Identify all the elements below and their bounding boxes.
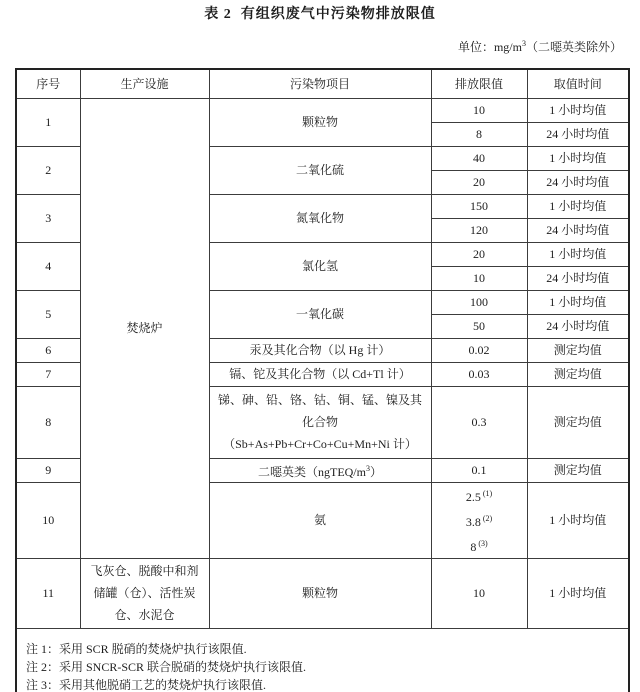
pollutant-8-name: 锑、砷、铅、铬、钴、铜、锰、镍及其化合物	[218, 393, 423, 429]
table-note-1: 注 1：采用 SCR 脱硝的焚烧炉执行该限值.	[26, 641, 247, 656]
cell-pollutant-5: 一氧化碳	[209, 290, 431, 338]
table-notes-row	[16, 628, 629, 692]
cell-pollutant-4: 氯化氢	[209, 242, 431, 290]
unit-note-prefix: 单位：mg/m	[457, 40, 522, 54]
header-pollutant: 污染物项目	[209, 69, 431, 98]
cell-no-1: 1	[16, 98, 80, 146]
cell-no-5: 5	[16, 290, 80, 338]
cell-time-10: 1 小时均值	[527, 482, 629, 558]
cell-time-2a: 1 小时均值	[527, 146, 629, 170]
table-header-row	[16, 69, 629, 98]
cell-no-7: 7	[16, 362, 80, 386]
cell-no-4: 4	[16, 242, 80, 290]
cell-limit-3b: 120	[431, 218, 527, 242]
cell-limit-4b: 10	[431, 266, 527, 290]
header-facility: 生产设施	[80, 69, 209, 98]
facility-silos-text: 飞灰仓、脱酸中和剂储罐（仓）、活性炭仓、水泥仓	[90, 564, 199, 622]
emissions-limits-table	[15, 68, 630, 692]
cell-time-4a: 1 小时均值	[527, 242, 629, 266]
limit-10-note-ref2: (2)	[482, 513, 493, 523]
cell-no-10: 10	[16, 482, 80, 558]
cell-pollutant-10: 氨	[209, 482, 431, 558]
cell-time-8: 测定均值	[527, 386, 629, 458]
cell-pollutant-9	[209, 458, 431, 482]
unit-note	[0, 36, 640, 55]
pollutant-9-superscript: 3	[365, 463, 370, 473]
table-row	[16, 558, 629, 628]
pollutant-9-prefix: 二噁英类（ngTEQ/m	[257, 464, 366, 479]
cell-pollutant-11: 颗粒物	[209, 558, 431, 628]
header-no: 序号	[16, 69, 80, 98]
table-row	[16, 98, 629, 122]
cell-pollutant-3: 氮氧化物	[209, 194, 431, 242]
cell-pollutant-6: 汞及其化合物（以 Hg 计）	[209, 338, 431, 362]
cell-limit-8: 0.3	[431, 386, 527, 458]
header-time: 取值时间	[527, 69, 629, 98]
cell-no-8: 8	[16, 386, 80, 458]
cell-facility-silos	[80, 558, 209, 628]
limit-10-value1: 2.5	[465, 489, 481, 504]
cell-no-3: 3	[16, 194, 80, 242]
cell-no-6: 6	[16, 338, 80, 362]
unit-note-superscript: 3	[521, 39, 526, 48]
cell-no-11: 11	[16, 558, 80, 628]
limit-10-line3	[436, 533, 523, 558]
cell-limit-4a: 20	[431, 242, 527, 266]
cell-limit-1a: 10	[431, 98, 527, 122]
limit-10-line2	[436, 508, 523, 533]
cell-limit-7: 0.03	[431, 362, 527, 386]
cell-time-11: 1 小时均值	[527, 558, 629, 628]
cell-limit-2a: 40	[431, 146, 527, 170]
cell-pollutant-7: 镉、铊及其化合物（以 Cd+Tl 计）	[209, 362, 431, 386]
cell-limit-11: 10	[431, 558, 527, 628]
cell-pollutant-1: 颗粒物	[209, 98, 431, 146]
limit-10-line1	[436, 483, 523, 508]
cell-time-3b: 24 小时均值	[527, 218, 629, 242]
unit-note-suffix: （二噁英类除外）	[525, 40, 622, 54]
page-title: 表 2 有组织废气中污染物排放限值	[204, 7, 436, 22]
cell-limit-10	[431, 482, 527, 558]
cell-limit-9: 0.1	[431, 458, 527, 482]
cell-limit-3a: 150	[431, 194, 527, 218]
table-note-2: 注 2：采用 SNCR-SCR 联合脱硝的焚烧炉执行该限值.	[26, 659, 307, 674]
cell-facility-incinerator: 焚烧炉	[80, 98, 209, 558]
cell-limit-6: 0.02	[431, 338, 527, 362]
limit-10-value3: 8	[470, 539, 477, 554]
cell-pollutant-8	[209, 386, 431, 458]
cell-limit-5b: 50	[431, 314, 527, 338]
table-notes	[16, 628, 629, 692]
cell-time-6: 测定均值	[527, 338, 629, 362]
pollutant-8-formula: （Sb+As+Pb+Cr+Co+Cu+Mn+Ni 计）	[223, 437, 417, 451]
cell-time-4b: 24 小时均值	[527, 266, 629, 290]
cell-time-5a: 1 小时均值	[527, 290, 629, 314]
cell-time-2b: 24 小时均值	[527, 170, 629, 194]
limit-10-note-ref1: (1)	[482, 488, 493, 498]
cell-time-1b: 24 小时均值	[527, 122, 629, 146]
cell-no-2: 2	[16, 146, 80, 194]
cell-time-9: 测定均值	[527, 458, 629, 482]
cell-limit-1b: 8	[431, 122, 527, 146]
cell-no-9: 9	[16, 458, 80, 482]
pollutant-9-suffix: ）	[369, 464, 382, 479]
cell-limit-5a: 100	[431, 290, 527, 314]
limit-10-note-ref3: (3)	[478, 538, 488, 548]
cell-time-1a: 1 小时均值	[527, 98, 629, 122]
cell-time-3a: 1 小时均值	[527, 194, 629, 218]
cell-limit-2b: 20	[431, 170, 527, 194]
header-limit: 排放限值	[431, 69, 527, 98]
limit-10-value2: 3.8	[465, 514, 481, 529]
cell-time-5b: 24 小时均值	[527, 314, 629, 338]
cell-time-7: 测定均值	[527, 362, 629, 386]
table-note-3: 注 3：采用其他脱硝工艺的焚烧炉执行该限值.	[26, 677, 267, 692]
cell-pollutant-2: 二氧化硫	[209, 146, 431, 194]
